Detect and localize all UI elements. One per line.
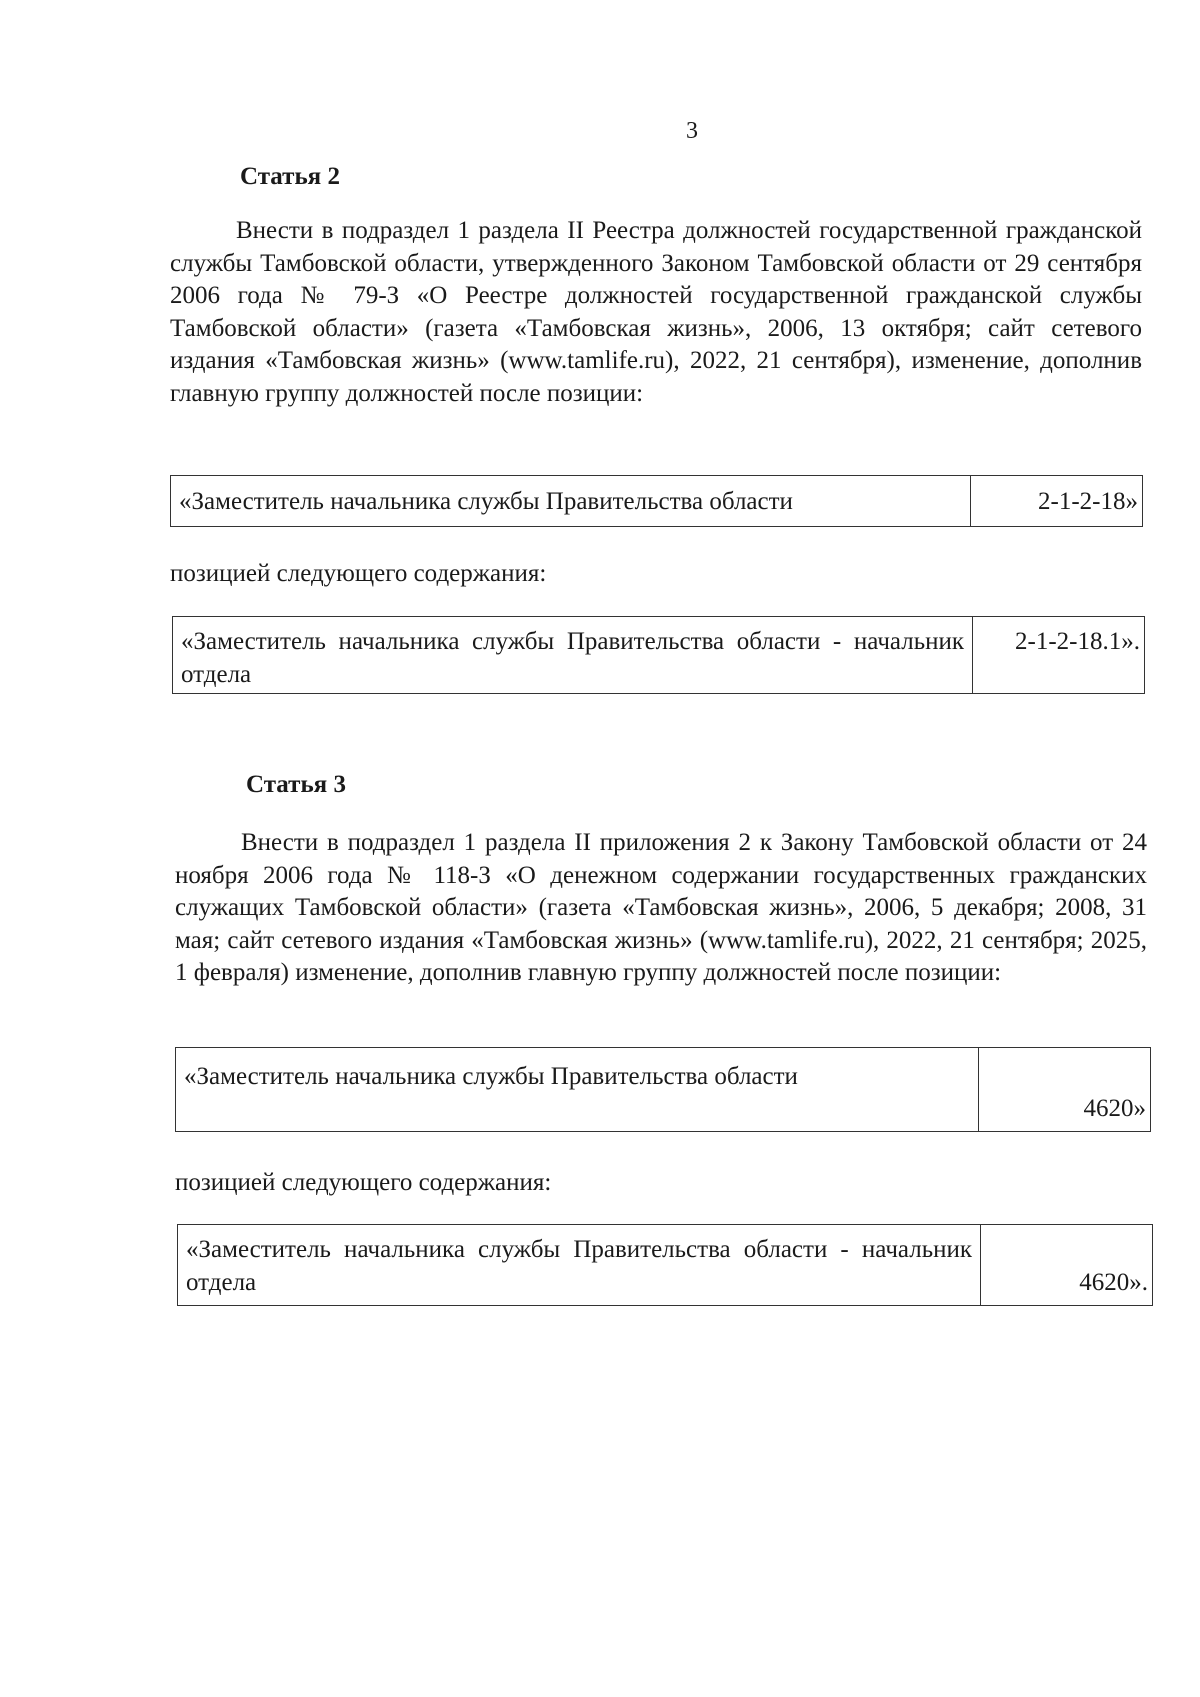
article-2-heading: Статья 2 bbox=[240, 163, 340, 190]
table-row bbox=[173, 617, 1145, 694]
page-number: 3 bbox=[686, 118, 698, 144]
position-code: 4620» bbox=[979, 1048, 1151, 1132]
article-3-new-position-table bbox=[177, 1224, 1153, 1306]
article-3-paragraph: Внести в подраздел 1 раздела II приложения 2 к Закону Тамбовской области от 24 ноября 2006 года № 118-З «О денежном содержании государственных гражданских служащих Тамбовской области» (газета «Тамбовская жизнь», 2006, 5 декабря; 2008, 31 мая; сайт сетевого издания «Тамбовская жизнь» (www.tamlife.ru), 2022, 21 сентября; 2025, 1 февраля) изменение, дополнив главную группу должностей после позиции: bbox=[175, 829, 1147, 986]
position-code: 4620». bbox=[981, 1225, 1153, 1306]
position-title: «Заместитель начальника службы Правительства области - начальник отдела bbox=[178, 1225, 981, 1306]
article-2-new-position-label: позицией следующего содержания: bbox=[170, 560, 547, 587]
position-code: 2-1-2-18.1». bbox=[973, 617, 1145, 694]
article-2-old-position-table bbox=[170, 475, 1143, 527]
position-title: «Заместитель начальника службы Правительства области - начальник отдела bbox=[173, 617, 973, 694]
article-2-new-position-table bbox=[172, 616, 1145, 694]
table-row bbox=[176, 1048, 1151, 1132]
table-row bbox=[171, 476, 1143, 527]
article-2-paragraph: Внести в подраздел 1 раздела II Реестра должностей государственной гражданской службы Тамбовской области, утвержденного Законом Тамбовской области от 29 сентября 2006 года № 79-З «О Реестре должностей государственной гражданской службы Тамбовской области» (газета «Тамбовская жизнь», 2006, 13 октября; сайт сетевого издания «Тамбовская жизнь» (www.tamlife.ru), 2022, 21 сентября), изменение, дополнив главную группу должностей после позиции: bbox=[170, 217, 1142, 407]
table-row bbox=[178, 1225, 1153, 1306]
position-title: «Заместитель начальника службы Правительства области bbox=[171, 476, 971, 527]
position-code: 2-1-2-18» bbox=[971, 476, 1143, 527]
article-3-old-position-table bbox=[175, 1047, 1151, 1132]
position-title: «Заместитель начальника службы Правительства области bbox=[176, 1048, 979, 1132]
article-3-new-position-label: позицией следующего содержания: bbox=[175, 1169, 552, 1196]
article-3-heading: Статья 3 bbox=[246, 771, 346, 798]
